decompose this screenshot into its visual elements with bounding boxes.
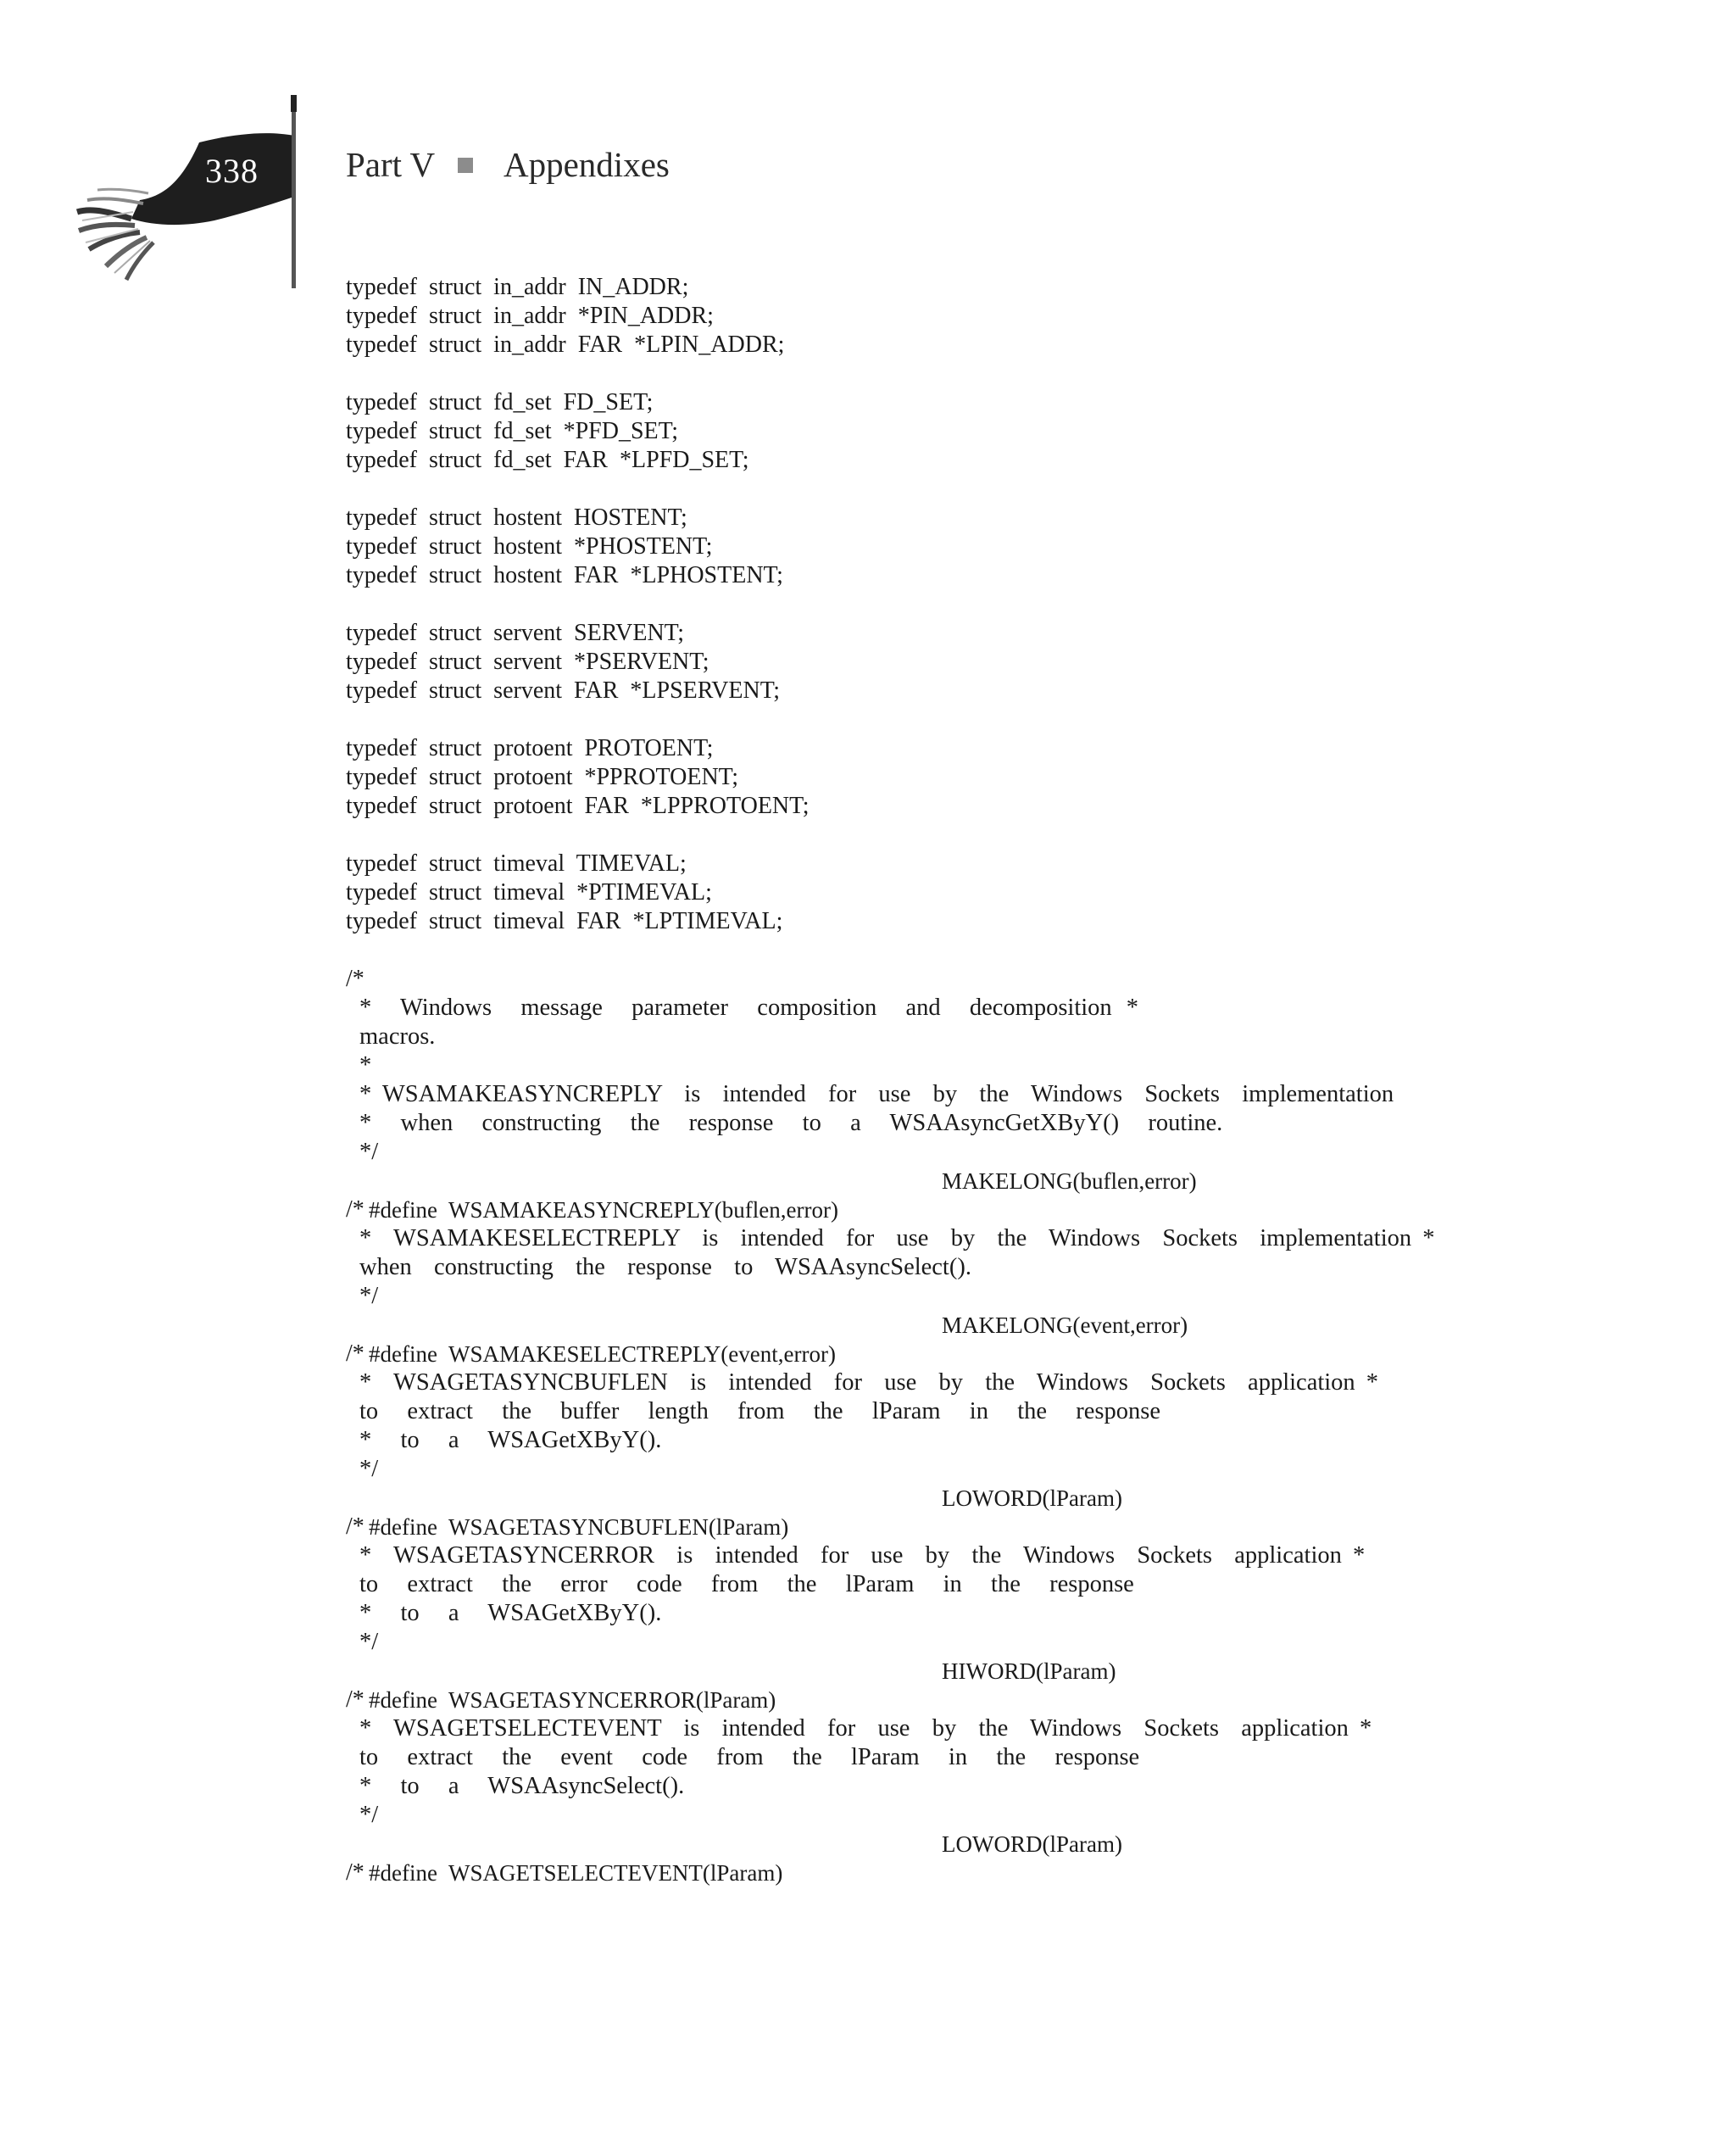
comment-line: * to a WSAGetXByY(). — [359, 1427, 662, 1453]
comment-line: * WSAMAKEASYNCREPLY is intended for use by the Windows Sockets implementation — [359, 1081, 1394, 1107]
comment-line: to extract the event code from the lParam in the response — [359, 1744, 1140, 1770]
code-line: typedef struct protoent PROTOENT; — [346, 735, 714, 761]
define-name: #define WSAGETASYNCBUFLEN(lParam) — [369, 1514, 789, 1540]
define-line — [346, 1167, 1197, 1223]
define-name: #define WSAGETASYNCERROR(lParam) — [369, 1687, 776, 1713]
comment-line: to extract the error code from the lParam in the response — [359, 1571, 1134, 1597]
comment-line: to extract the buffer length from the lParam in the response — [359, 1398, 1161, 1424]
define-line — [346, 1484, 1122, 1540]
code-line: typedef struct hostent HOSTENT; — [346, 504, 687, 531]
code-line: typedef struct timeval *PTIMEVAL; — [346, 879, 712, 906]
define-line — [346, 1657, 1116, 1713]
code-line: typedef struct fd_set FD_SET; — [346, 389, 654, 415]
header-vertical-rule — [292, 95, 296, 288]
define-value: MAKELONG(buflen,error) — [942, 1168, 1197, 1194]
page-header — [0, 0, 1736, 305]
define-value: LOWORD(lParam) — [942, 1831, 1122, 1857]
comment-line: */ — [359, 1283, 379, 1309]
code-line: typedef struct in_addr *PIN_ADDR; — [346, 303, 714, 329]
define-name: #define WSAGETSELECTEVENT(lParam) — [369, 1860, 783, 1886]
define-line — [346, 1830, 1122, 1886]
define-value: HIWORD(lParam) — [942, 1658, 1116, 1684]
code-line: typedef struct protoent *PPROTOENT; — [346, 764, 738, 790]
part-label: Part V — [346, 145, 436, 184]
comment-line: * WSAGETSELECTEVENT is intended for use by the Windows Sockets application * — [359, 1715, 1372, 1742]
comment-line: macros. — [359, 1023, 436, 1050]
code-line: typedef struct servent SERVENT; — [346, 620, 685, 646]
comment-line: */ — [359, 1802, 379, 1828]
comment-open: /* — [346, 1196, 364, 1223]
comment-open: /* — [346, 1859, 364, 1886]
feather-hand-logo-icon — [72, 119, 318, 288]
code-line: typedef struct servent *PSERVENT; — [346, 649, 709, 675]
define-value: MAKELONG(event,error) — [942, 1313, 1188, 1338]
page-number: 338 — [205, 152, 259, 190]
define-name: #define WSAMAKESELECTREPLY(event,error) — [369, 1341, 836, 1367]
section-separator-icon — [458, 158, 473, 173]
code-line: typedef struct fd_set FAR *LPFD_SET; — [346, 447, 749, 473]
comment-line: * WSAMAKESELECTREPLY is intended for use by the Windows Sockets implementation * — [359, 1225, 1435, 1251]
comment-open: /* — [346, 1340, 364, 1367]
code-line: typedef struct timeval TIMEVAL; — [346, 850, 687, 877]
comment-open: /* — [346, 966, 364, 992]
section-title: Appendixes — [504, 145, 670, 184]
code-line: typedef struct in_addr IN_ADDR; — [346, 274, 689, 300]
code-line: typedef struct hostent *PHOSTENT; — [346, 533, 713, 560]
comment-line: */ — [359, 1456, 379, 1482]
comment-line: when constructing the response to WSAAsyncSelect(). — [359, 1254, 971, 1280]
header-rule-cap — [291, 95, 297, 112]
comment-line: */ — [359, 1629, 379, 1655]
comment-line: * to a WSAGetXByY(). — [359, 1600, 662, 1626]
comment-line: * WSAGETASYNCBUFLEN is intended for use by the Windows Sockets application * — [359, 1369, 1379, 1396]
comment-line: */ — [359, 1139, 379, 1165]
define-value: LOWORD(lParam) — [942, 1485, 1122, 1511]
comment-line: * to a WSAAsyncSelect(). — [359, 1773, 685, 1799]
define-name: #define WSAMAKEASYNCREPLY(buflen,error) — [369, 1197, 838, 1223]
comment-open: /* — [346, 1513, 364, 1540]
comment-line: * Windows message parameter composition and decomposition * — [359, 995, 1139, 1021]
comment-open: /* — [346, 1686, 364, 1713]
code-line: typedef struct in_addr FAR *LPIN_ADDR; — [346, 332, 785, 358]
code-line: typedef struct protoent FAR *LPPROTOENT; — [346, 793, 810, 819]
code-line: typedef struct fd_set *PFD_SET; — [346, 418, 678, 444]
define-line — [346, 1311, 1188, 1367]
code-line: typedef struct hostent FAR *LPHOSTENT; — [346, 562, 783, 588]
comment-line: * — [359, 1052, 372, 1078]
code-line: typedef struct servent FAR *LPSERVENT; — [346, 677, 781, 704]
code-line: typedef struct timeval FAR *LPTIMEVAL; — [346, 908, 783, 934]
comment-line: * WSAGETASYNCERROR is intended for use by the Windows Sockets application * — [359, 1542, 1366, 1569]
comment-line: * when constructing the response to a WSAAsyncGetXByY() routine. — [359, 1110, 1223, 1136]
